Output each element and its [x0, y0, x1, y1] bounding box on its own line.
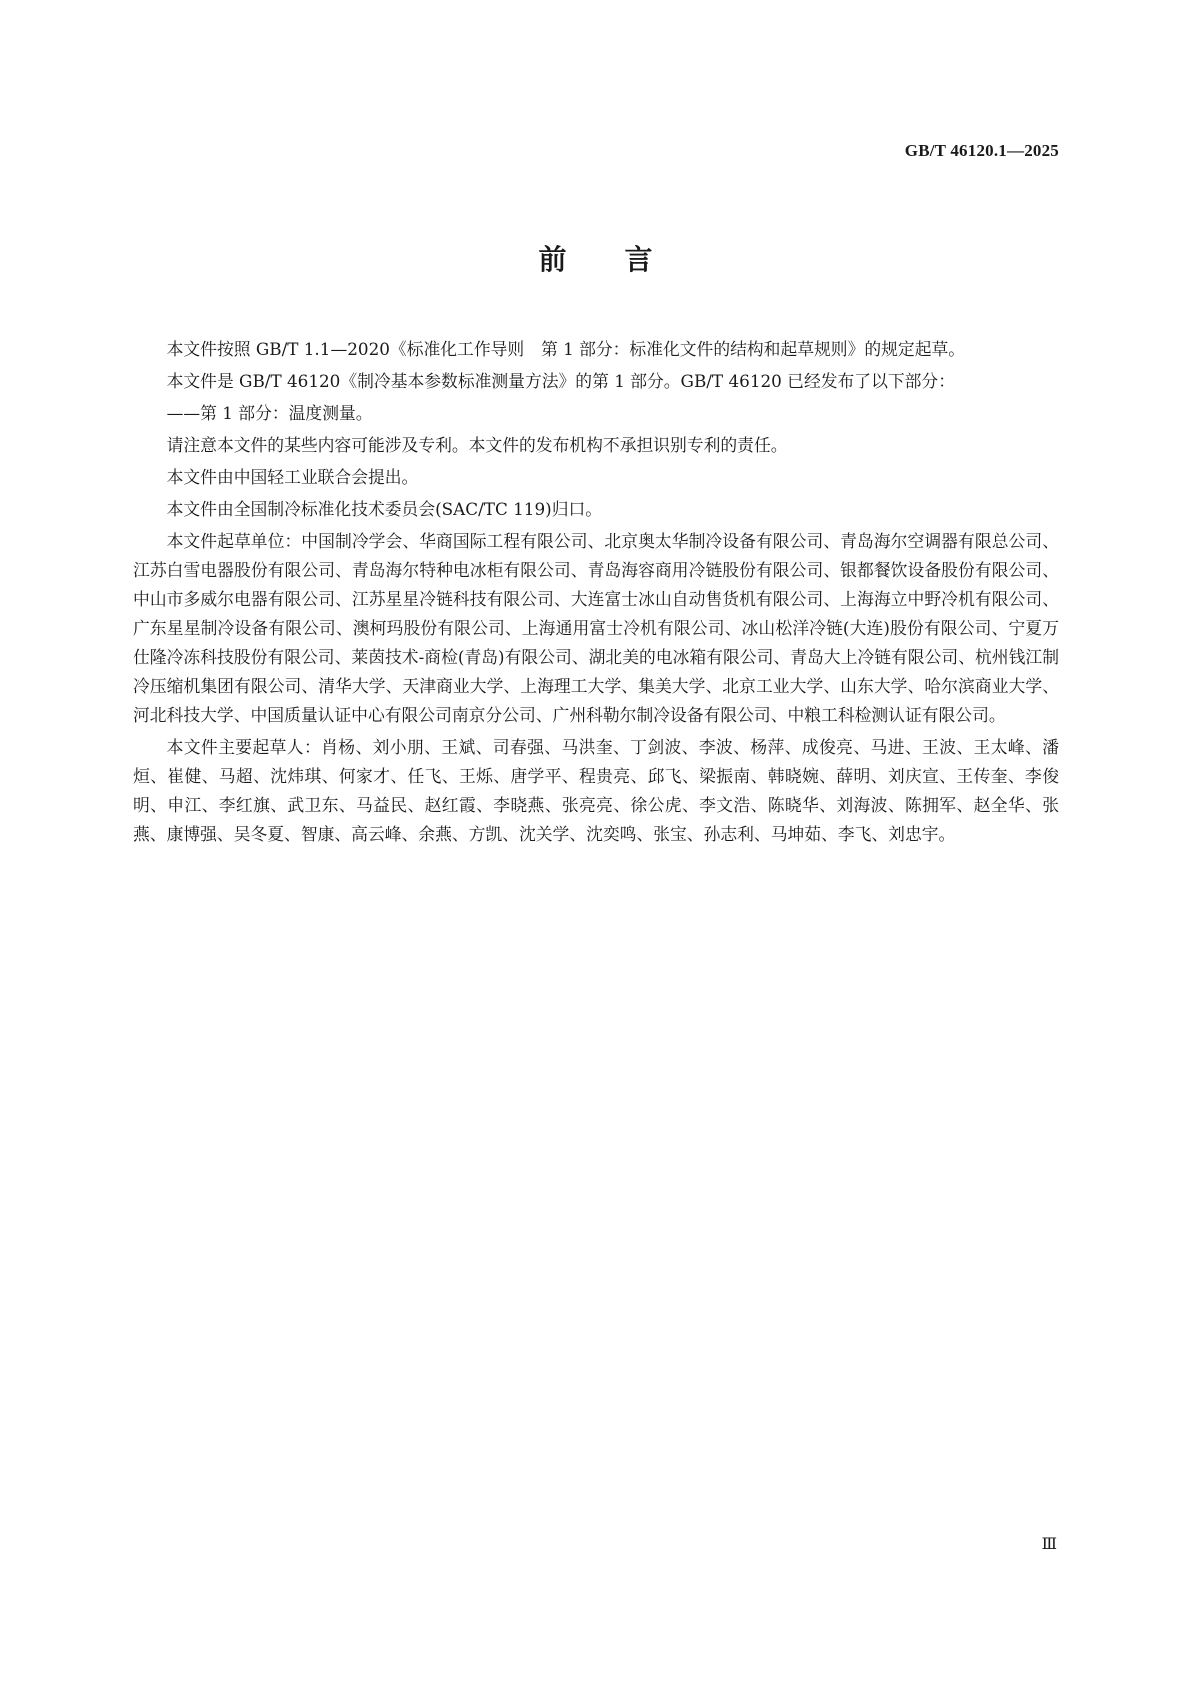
page-number: Ⅲ: [1041, 1536, 1057, 1553]
paragraph-committee: 本文件由全国制冷标准化技术委员会(SAC/TC 119)归口。: [166, 499, 603, 519]
page-title: [0, 240, 1191, 280]
paragraph-drafting-rules: 本文件按照 GB/T 1.1—2020《标准化工作导则 第 1 部分：标准化文件的结构和起草规则》的规定起草。: [166, 339, 966, 359]
paragraph-part-list: ——第 1 部分：温度测量。: [166, 403, 373, 423]
paragraph-drafters: 本文件主要起草人：肖杨、刘小朋、王斌、司春强、马洪奎、丁剑波、李波、杨萍、成俊亮、马进、王波、王太峰、潘烜、崔健、马超、沈炜琪、何家才、任飞、王烁、唐学平、程贵亮、邱飞、梁振南、韩晓婉、薛明、刘庆宣、王传奎、李俊明、申江、李红旗、武卫东、马益民、赵红霞、李晓燕、张亮亮、徐公虎、李文浩、陈晓华、刘海波、陈拥军、赵全华、张燕、康博强、吴冬夏、智康、高云峰、余燕、方凯、沈关学、沈奕鸣、张宝、孙志利、马坤茹、李飞、刘忠宇。: [133, 737, 1059, 844]
paragraph-drafting-units: 本文件起草单位：中国制冷学会、华商国际工程有限公司、北京奥太华制冷设备有限公司、青岛海尔空调器有限总公司、江苏白雪电器股份有限公司、青岛海尔特种电冰柜有限公司、青岛海容商用冷链股份有限公司、银都餐饮设备股份有限公司、中山市多威尔电器有限公司、江苏星星冷链科技有限公司、大连富士冰山自动售货机有限公司、上海海立中野冷机有限公司、广东星星制冷设备有限公司、澳柯玛股份有限公司、上海通用富士冷机有限公司、冰山松洋冷链(大连)股份有限公司、宁夏万仕隆冷冻科技股份有限公司、莱茵技术-商检(青岛)有限公司、湖北美的电冰箱有限公司、青岛大上冷链有限公司、杭州钱江制冷压缩机集团有限公司、清华大学、天津商业大学、上海理工大学、集美大学、北京工业大学、山东大学、哈尔滨商业大学、河北科技大学、中国质量认证中心有限公司南京分公司、广州科勒尔制冷设备有限公司、中粮工科检测认证有限公司。: [133, 531, 1059, 725]
document-code: GB/T 46120.1—2025: [904, 141, 1059, 160]
page-title-part-1: 前: [538, 243, 567, 276]
paragraph-patent-notice: 请注意本文件的某些内容可能涉及专利。本文件的发布机构不承担识别专利的责任。: [166, 435, 788, 455]
page-title-part-2: 言: [624, 243, 653, 276]
paragraph-proposer: 本文件由中国轻工业联合会提出。: [166, 467, 419, 487]
paragraph-series-part: 本文件是 GB/T 46120《制冷基本参数标准测量方法》的第 1 部分。GB/T 46120 已经发布了以下部分：: [166, 371, 955, 391]
foreword-body: [133, 335, 1059, 852]
